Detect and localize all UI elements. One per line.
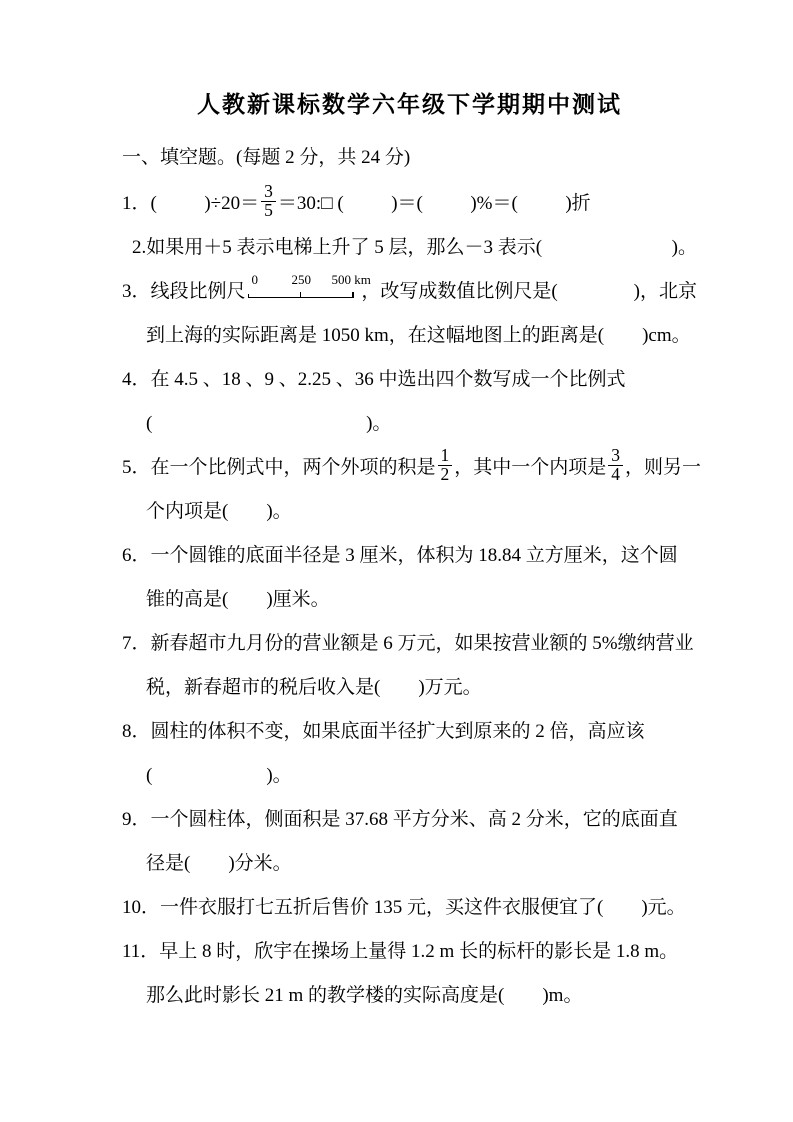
question-3-continuation: 到上海的实际距离是 1050 km，在这幅地图上的距离是( )cm。 <box>146 324 691 346</box>
question-6-number: 6． <box>122 544 151 566</box>
question-4-text: 在 4.5 、18 、9 、2.25 、36 中选出四个数写成一个比例式 <box>150 368 626 390</box>
question-9-line-2 <box>122 839 697 883</box>
question-5-line-2 <box>122 487 697 531</box>
question-4-line-2 <box>122 399 697 443</box>
scale-tick-right <box>352 292 354 298</box>
question-9-line-1 <box>122 795 697 839</box>
question-10 <box>122 883 697 927</box>
question-1-number: 1． <box>122 192 151 214</box>
question-5-text-1: 在一个比例式中，两个外项的积是 <box>150 456 436 478</box>
section-heading <box>122 137 697 173</box>
question-4-line-1 <box>122 355 697 399</box>
fraction-denominator: 2 <box>438 465 453 484</box>
question-3-line-2 <box>122 311 697 355</box>
question-6-line-1 <box>122 531 697 575</box>
fraction-one-half <box>438 444 453 484</box>
scale-tick-left <box>248 294 250 298</box>
question-2-text <box>132 232 542 259</box>
question-1-text-before-fraction: ( )÷20＝ <box>150 192 260 214</box>
page-title: 人教新课标数学六年级下学期期中测试 <box>197 92 622 117</box>
question-7-text: 新春超市九月份的营业额是 6 万元，如果按营业额的 5%缴纳营业 <box>150 632 694 654</box>
question-6-text: 一个圆锥的底面半径是 3 厘米，体积为 18.84 立方厘米，这个圆 <box>150 544 678 566</box>
question-2 <box>122 223 697 267</box>
question-11-number: 11． <box>122 940 160 962</box>
question-2-number: 2. <box>132 236 147 258</box>
question-11-continuation: 那么此时影长 21 m 的教学楼的实际高度是( )m。 <box>146 984 583 1006</box>
fraction-denominator: 4 <box>608 465 623 484</box>
question-1-text-after-fraction: ＝30:□ ( )＝( )%＝( )折 <box>277 192 591 214</box>
question-9-text: 一个圆柱体，侧面积是 37.68 平方分米、高 2 分米，它的底面直 <box>150 808 678 830</box>
fraction-three-fifths <box>261 180 276 220</box>
question-3-number: 3． <box>122 280 151 302</box>
question-3-line-1 <box>122 267 697 311</box>
question-3-text-after-scale: ，改写成数值比例尺是( )，北京 <box>361 280 697 302</box>
scale-tick-middle <box>300 292 302 298</box>
fraction-denominator: 5 <box>261 201 276 220</box>
question-4-number: 4． <box>122 368 151 390</box>
question-11-line-2 <box>122 971 697 1015</box>
question-8-line-1 <box>122 707 697 751</box>
question-5-line-1 <box>122 443 702 487</box>
question-9-continuation: 径是( )分米。 <box>146 852 292 874</box>
scale-label-500km: 500 km <box>331 272 371 287</box>
section-heading-text: 一、填空题。(每题 2 分，共 24 分) <box>122 146 411 168</box>
question-8-number: 8． <box>122 720 151 742</box>
fraction-three-quarters <box>608 444 623 484</box>
question-5-number: 5． <box>122 456 151 478</box>
question-7-number: 7． <box>122 632 151 654</box>
question-11-line-1 <box>122 927 697 971</box>
scale-label-250: 250 <box>291 272 312 287</box>
fraction-numerator: 3 <box>611 444 621 465</box>
question-8-text: 圆柱的体积不变，如果底面半径扩大到原来的 2 倍，高应该 <box>150 720 645 742</box>
question-10-number: 10． <box>122 896 161 918</box>
question-8-answer-blank: ( )。 <box>146 764 292 786</box>
question-6-continuation: 锥的高是( )厘米。 <box>146 588 330 610</box>
fraction-numerator: 1 <box>440 444 450 465</box>
question-5-text-2: ，其中一个内项是 <box>454 456 607 478</box>
question-5-text-3: ，则另一 <box>625 456 702 478</box>
map-scale-graphic <box>248 272 371 306</box>
question-11-text: 早上 8 时，欣宇在操场上量得 1.2 m 长的标杆的影长是 1.8 m。 <box>159 940 679 962</box>
question-10-text: 一件衣服打七五折后售价 135 元，买这件衣服便宜了( )元。 <box>160 896 686 918</box>
fraction-numerator: 3 <box>264 180 273 201</box>
question-6-line-2 <box>122 575 697 619</box>
question-1 <box>122 179 697 223</box>
question-7-continuation: 税，新春超市的税后收入是( )万元。 <box>146 676 482 698</box>
question-2-body: 如果用＋5 表示电梯上升了 5 层，那么－3 表示( <box>146 236 543 258</box>
question-9-number: 9． <box>122 808 151 830</box>
question-5-continuation: 个内项是( )。 <box>146 500 292 522</box>
question-8-line-2 <box>122 751 697 795</box>
question-3-text-before-scale: 线段比例尺 <box>150 280 246 302</box>
question-4-answer-blank: ( )。 <box>146 412 392 434</box>
question-7-line-2 <box>122 663 697 707</box>
question-2-closing-paren: )。 <box>671 236 697 258</box>
question-7-line-1 <box>122 619 697 663</box>
scale-label-zero: 0 <box>251 272 259 287</box>
